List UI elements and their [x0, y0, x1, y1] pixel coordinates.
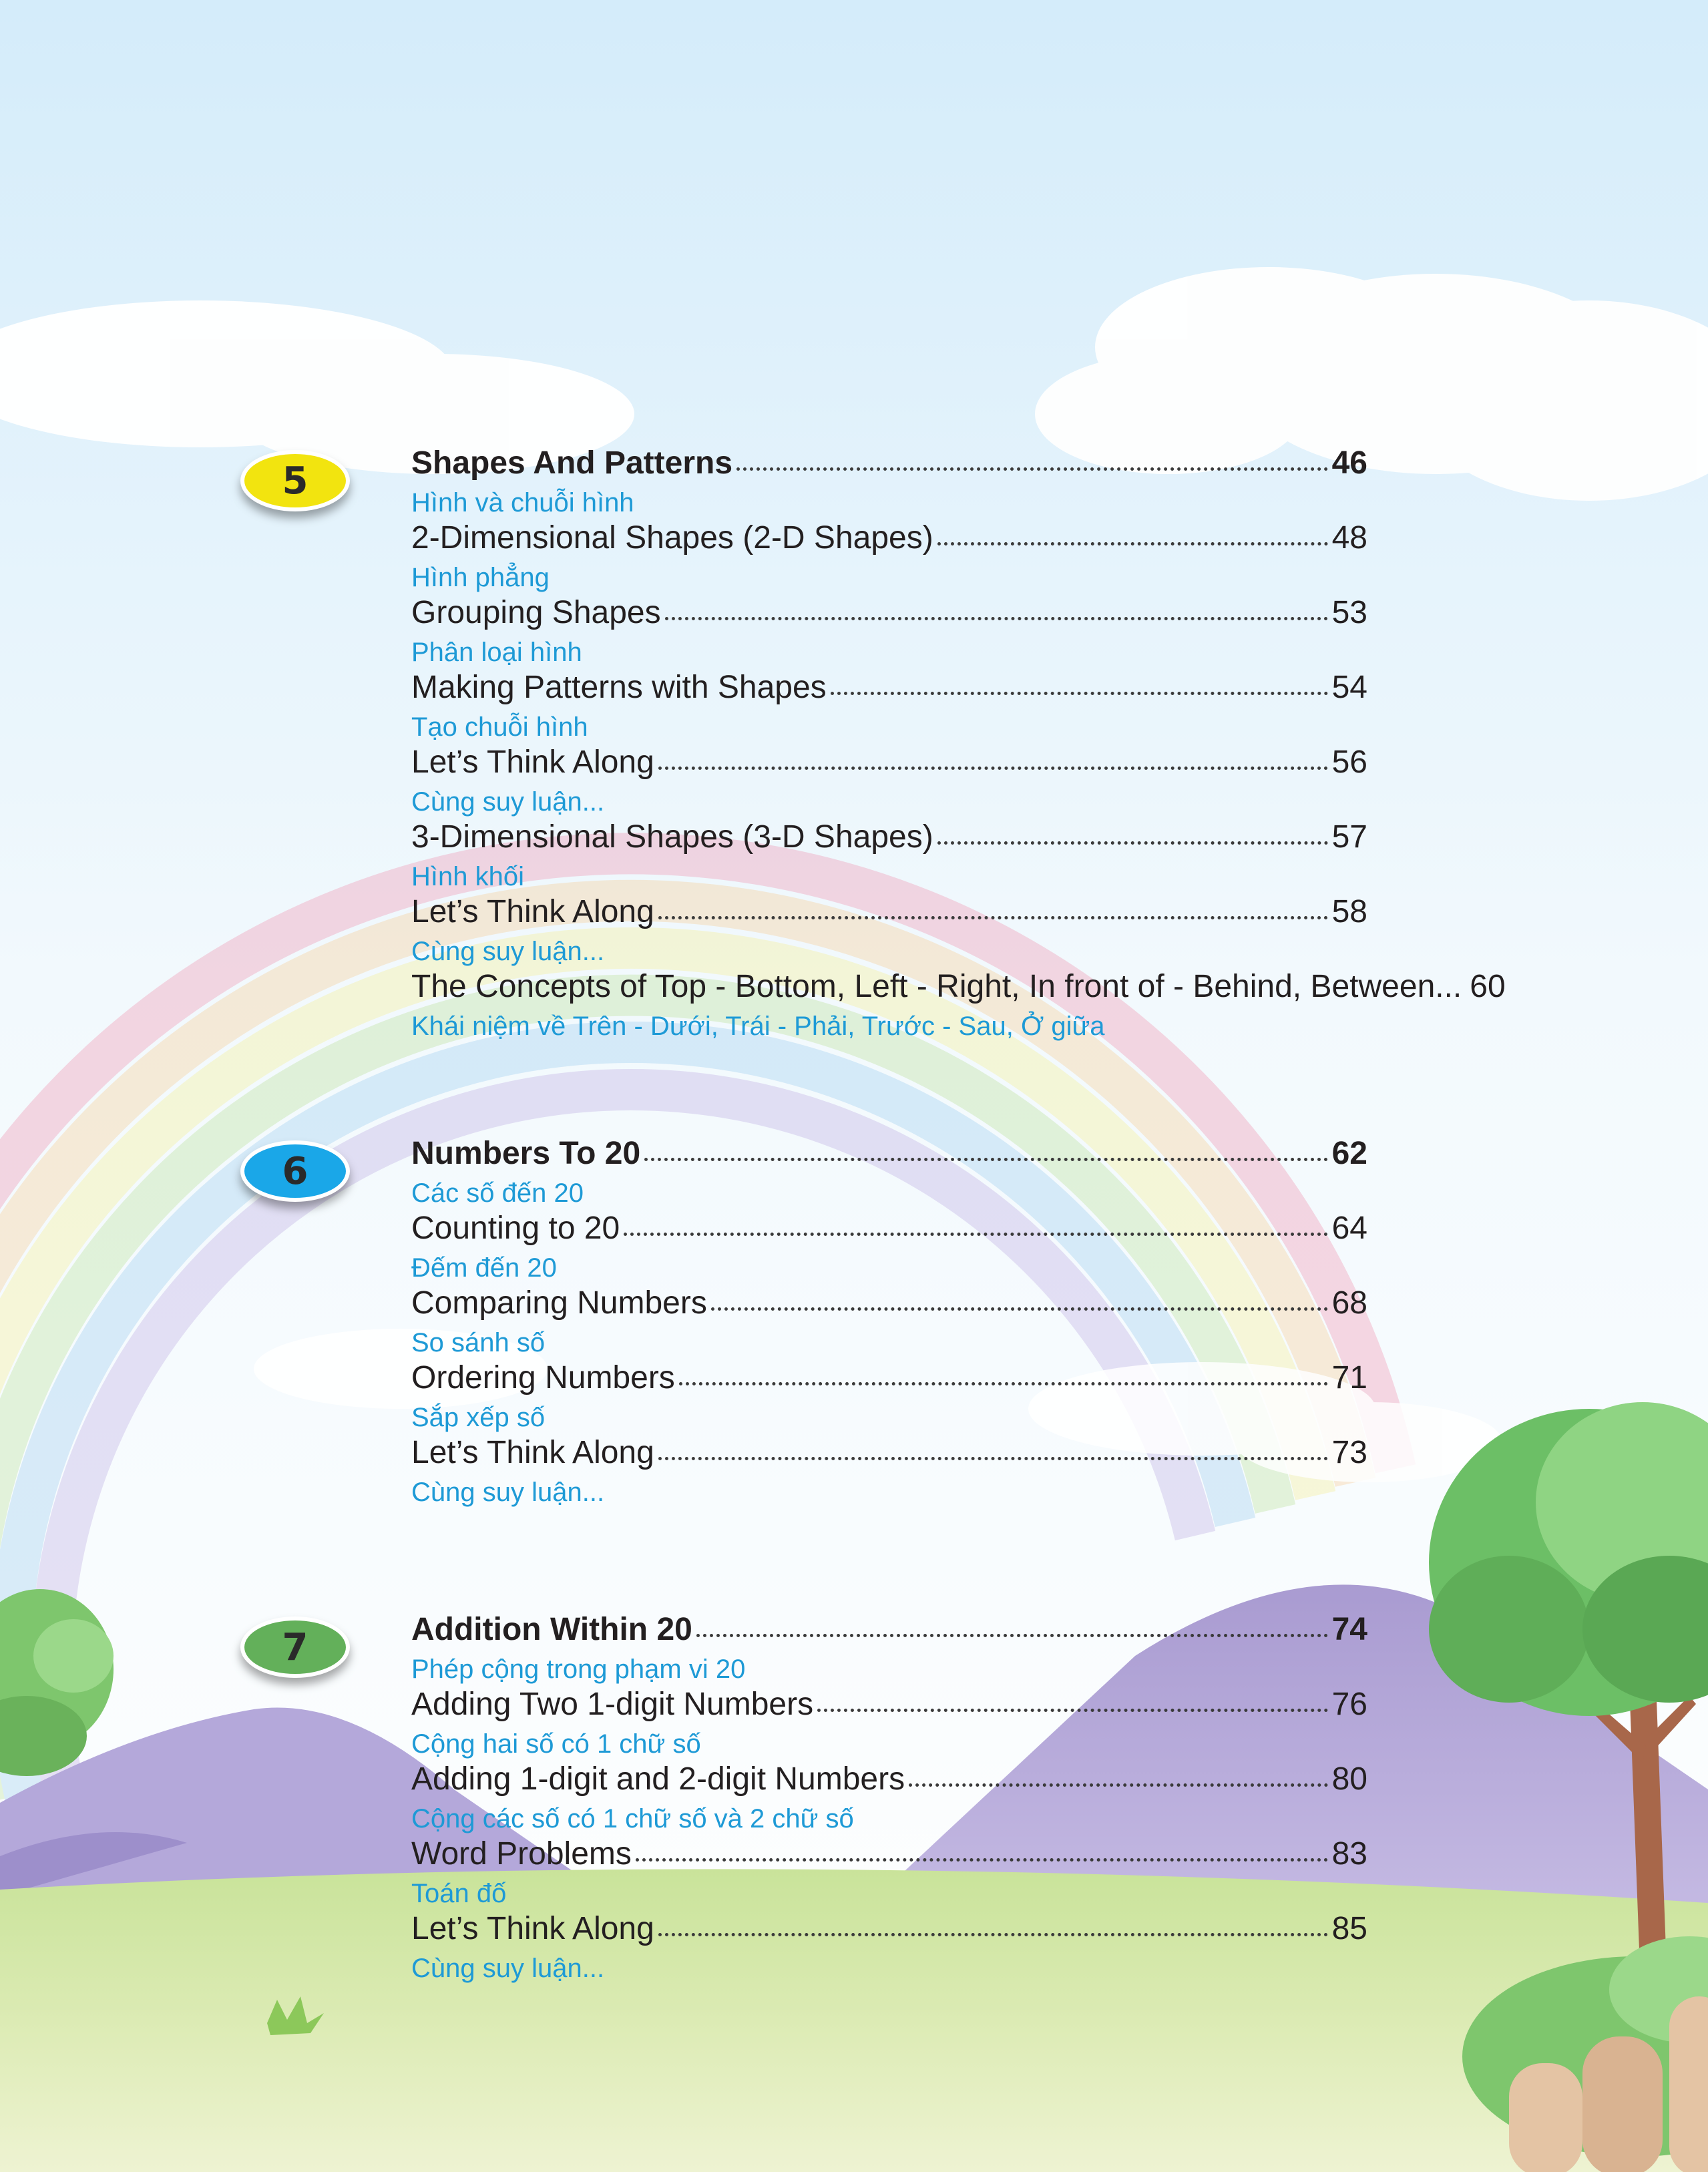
toc-entry[interactable] — [411, 1359, 1367, 1434]
dot-leader — [658, 767, 1328, 770]
dot-leader — [909, 1783, 1328, 1787]
toc-entry-page-number: 64 — [1331, 1211, 1367, 1246]
toc-entry[interactable] — [411, 1835, 1367, 1910]
dot-leader — [658, 1933, 1328, 1936]
toc-entry-subtitle: Cùng suy luận... — [411, 787, 605, 817]
toc-entry[interactable] — [411, 1285, 1367, 1359]
chapter-5 — [282, 445, 1506, 1043]
toc-entry[interactable] — [411, 1434, 1367, 1509]
dot-leader — [658, 916, 1328, 919]
chapter-6 — [282, 1135, 1367, 1509]
toc-entry-title: The Concepts of Top - Bottom, Left - Right, In front of - Behind, Between... — [411, 969, 1462, 1004]
toc-entry[interactable] — [411, 669, 1367, 744]
toc-entry-line — [411, 1135, 1367, 1176]
toc-entry-subtitle: Phân loại hình — [411, 638, 582, 667]
toc-entry-title: Addition Within 20 — [411, 1612, 692, 1647]
toc-entry[interactable] — [411, 1761, 1367, 1835]
toc-entry-subtitle: Hình khối — [411, 862, 524, 891]
toc-entry-page-number: 57 — [1331, 819, 1367, 855]
toc-entry-line — [411, 1910, 1367, 1952]
toc-entry-title: Making Patterns with Shapes — [411, 670, 827, 705]
toc-entry-title: Counting to 20 — [411, 1211, 620, 1246]
toc-entry[interactable] — [411, 744, 1367, 819]
toc-entry-subtitle: Hình phẳng — [411, 563, 550, 592]
toc-entry-line — [411, 744, 1367, 785]
toc-entry-title: Comparing Numbers — [411, 1285, 707, 1321]
chapter-number-badge: 7 — [240, 1616, 350, 1678]
dot-leader — [817, 1709, 1328, 1712]
dot-leader — [937, 542, 1328, 546]
toc-entry-subtitle: So sánh số — [411, 1328, 546, 1357]
toc-entry-page-number: 74 — [1331, 1612, 1367, 1647]
dot-leader — [711, 1307, 1328, 1311]
toc-entry-title: Let’s Think Along — [411, 894, 654, 929]
chapter-number-badge: 6 — [240, 1140, 350, 1202]
toc-entry[interactable] — [411, 1611, 1367, 1686]
toc-entry-line — [411, 968, 1506, 1010]
toc-entry-page-number: 54 — [1331, 670, 1367, 705]
toc-entry-title: Adding Two 1-digit Numbers — [411, 1687, 814, 1722]
toc-entry-subtitle: Tạo chuỗi hình — [411, 712, 588, 742]
toc-entry-line — [411, 519, 1367, 561]
toc-entry-title: Let’s Think Along — [411, 1435, 654, 1470]
chapter-7 — [282, 1611, 1367, 1985]
toc-entry-page-number: 85 — [1331, 1911, 1367, 1946]
toc-entry-title: 3-Dimensional Shapes (3-D Shapes) — [411, 819, 933, 855]
toc-entry-title: Let’s Think Along — [411, 744, 654, 780]
dot-leader — [636, 1858, 1328, 1862]
toc-entry[interactable] — [411, 1686, 1367, 1761]
toc-entry-subtitle: Khái niệm về Trên - Dưới, Trái - Phải, Trước - Sau, Ở giữa — [411, 1012, 1105, 1041]
toc-entry-subtitle: Hình và chuỗi hình — [411, 488, 634, 517]
toc-entries — [411, 445, 1506, 1043]
toc-entry[interactable] — [411, 1135, 1367, 1210]
toc-entry[interactable] — [411, 1210, 1367, 1285]
toc-entry-line — [411, 1285, 1367, 1326]
toc-entry-page-number: 48 — [1331, 520, 1367, 556]
toc-entry-title: Adding 1-digit and 2-digit Numbers — [411, 1761, 905, 1797]
toc-entry-page-number: 62 — [1331, 1136, 1367, 1171]
toc-entry[interactable] — [411, 819, 1367, 893]
dot-leader — [937, 841, 1328, 845]
toc-entry-line — [411, 1434, 1367, 1476]
toc-entries — [411, 1611, 1367, 1985]
toc-entry-page-number: 83 — [1331, 1836, 1367, 1872]
toc-entry-subtitle: Đếm đến 20 — [411, 1253, 557, 1283]
toc-entry[interactable] — [411, 968, 1506, 1043]
dot-leader — [658, 1457, 1328, 1460]
chapter-number-badge: 5 — [240, 450, 350, 511]
toc-entry-page-number: 71 — [1331, 1360, 1367, 1395]
toc-entry-page-number: 46 — [1331, 445, 1367, 481]
toc-entry-subtitle: Cùng suy luận... — [411, 1478, 605, 1507]
dot-leader — [831, 692, 1328, 695]
toc-entry-subtitle: Cùng suy luận... — [411, 937, 605, 966]
toc-entry-title: 2-Dimensional Shapes (2-D Shapes) — [411, 520, 933, 556]
toc-entry-line — [411, 1761, 1367, 1802]
toc-entry-subtitle: Cộng hai số có 1 chữ số — [411, 1729, 701, 1759]
toc-entry-subtitle: Toán đố — [411, 1879, 507, 1908]
toc-entry-page-number: 80 — [1331, 1761, 1367, 1797]
toc-entry-subtitle: Sắp xếp số — [411, 1403, 546, 1432]
toc-entry[interactable] — [411, 1910, 1367, 1985]
dot-leader — [696, 1634, 1328, 1637]
toc-entry-page-number: 56 — [1331, 744, 1367, 780]
toc-entry-line — [411, 819, 1367, 860]
toc-entry-title: Numbers To 20 — [411, 1136, 641, 1171]
toc-entry-page-number: 73 — [1331, 1435, 1367, 1470]
toc-entry-subtitle: Phép cộng trong phạm vi 20 — [411, 1655, 746, 1684]
toc-entry-line — [411, 1210, 1367, 1251]
toc-entry-line — [411, 1611, 1367, 1653]
toc-entry-subtitle: Cộng các số có 1 chữ số và 2 chữ số — [411, 1804, 854, 1833]
toc-entry-subtitle: Các số đến 20 — [411, 1178, 584, 1208]
toc-entry-title: Word Problems — [411, 1836, 632, 1872]
toc-entry[interactable] — [411, 445, 1367, 519]
dot-leader — [679, 1382, 1328, 1385]
toc-entry-page-number: 76 — [1331, 1687, 1367, 1722]
toc-entry-page-number: 58 — [1331, 894, 1367, 929]
dot-leader — [665, 617, 1328, 620]
toc-entry-line — [411, 594, 1367, 636]
toc-entry[interactable] — [411, 519, 1367, 594]
toc-entry-line — [411, 669, 1367, 710]
dot-leader — [736, 467, 1328, 471]
toc-entries — [411, 1135, 1367, 1509]
toc-entry-title: Let’s Think Along — [411, 1911, 654, 1946]
toc-entry[interactable] — [411, 594, 1367, 669]
toc-entry[interactable] — [411, 893, 1367, 968]
toc-entry-title: Grouping Shapes — [411, 595, 661, 630]
dot-leader — [624, 1233, 1327, 1236]
toc-entry-subtitle: Cùng suy luận... — [411, 1954, 605, 1983]
toc-entry-line — [411, 893, 1367, 935]
toc-entry-line — [411, 445, 1367, 486]
toc-entry-page-number: 60 — [1470, 969, 1506, 1004]
toc-entry-line — [411, 1359, 1367, 1401]
dot-leader — [644, 1158, 1327, 1161]
toc-entry-page-number: 68 — [1331, 1285, 1367, 1321]
toc-entry-line — [411, 1835, 1367, 1877]
toc-entry-title: Ordering Numbers — [411, 1360, 675, 1395]
toc-entry-page-number: 53 — [1331, 595, 1367, 630]
toc-entry-line — [411, 1686, 1367, 1727]
toc-entry-title: Shapes And Patterns — [411, 445, 733, 481]
